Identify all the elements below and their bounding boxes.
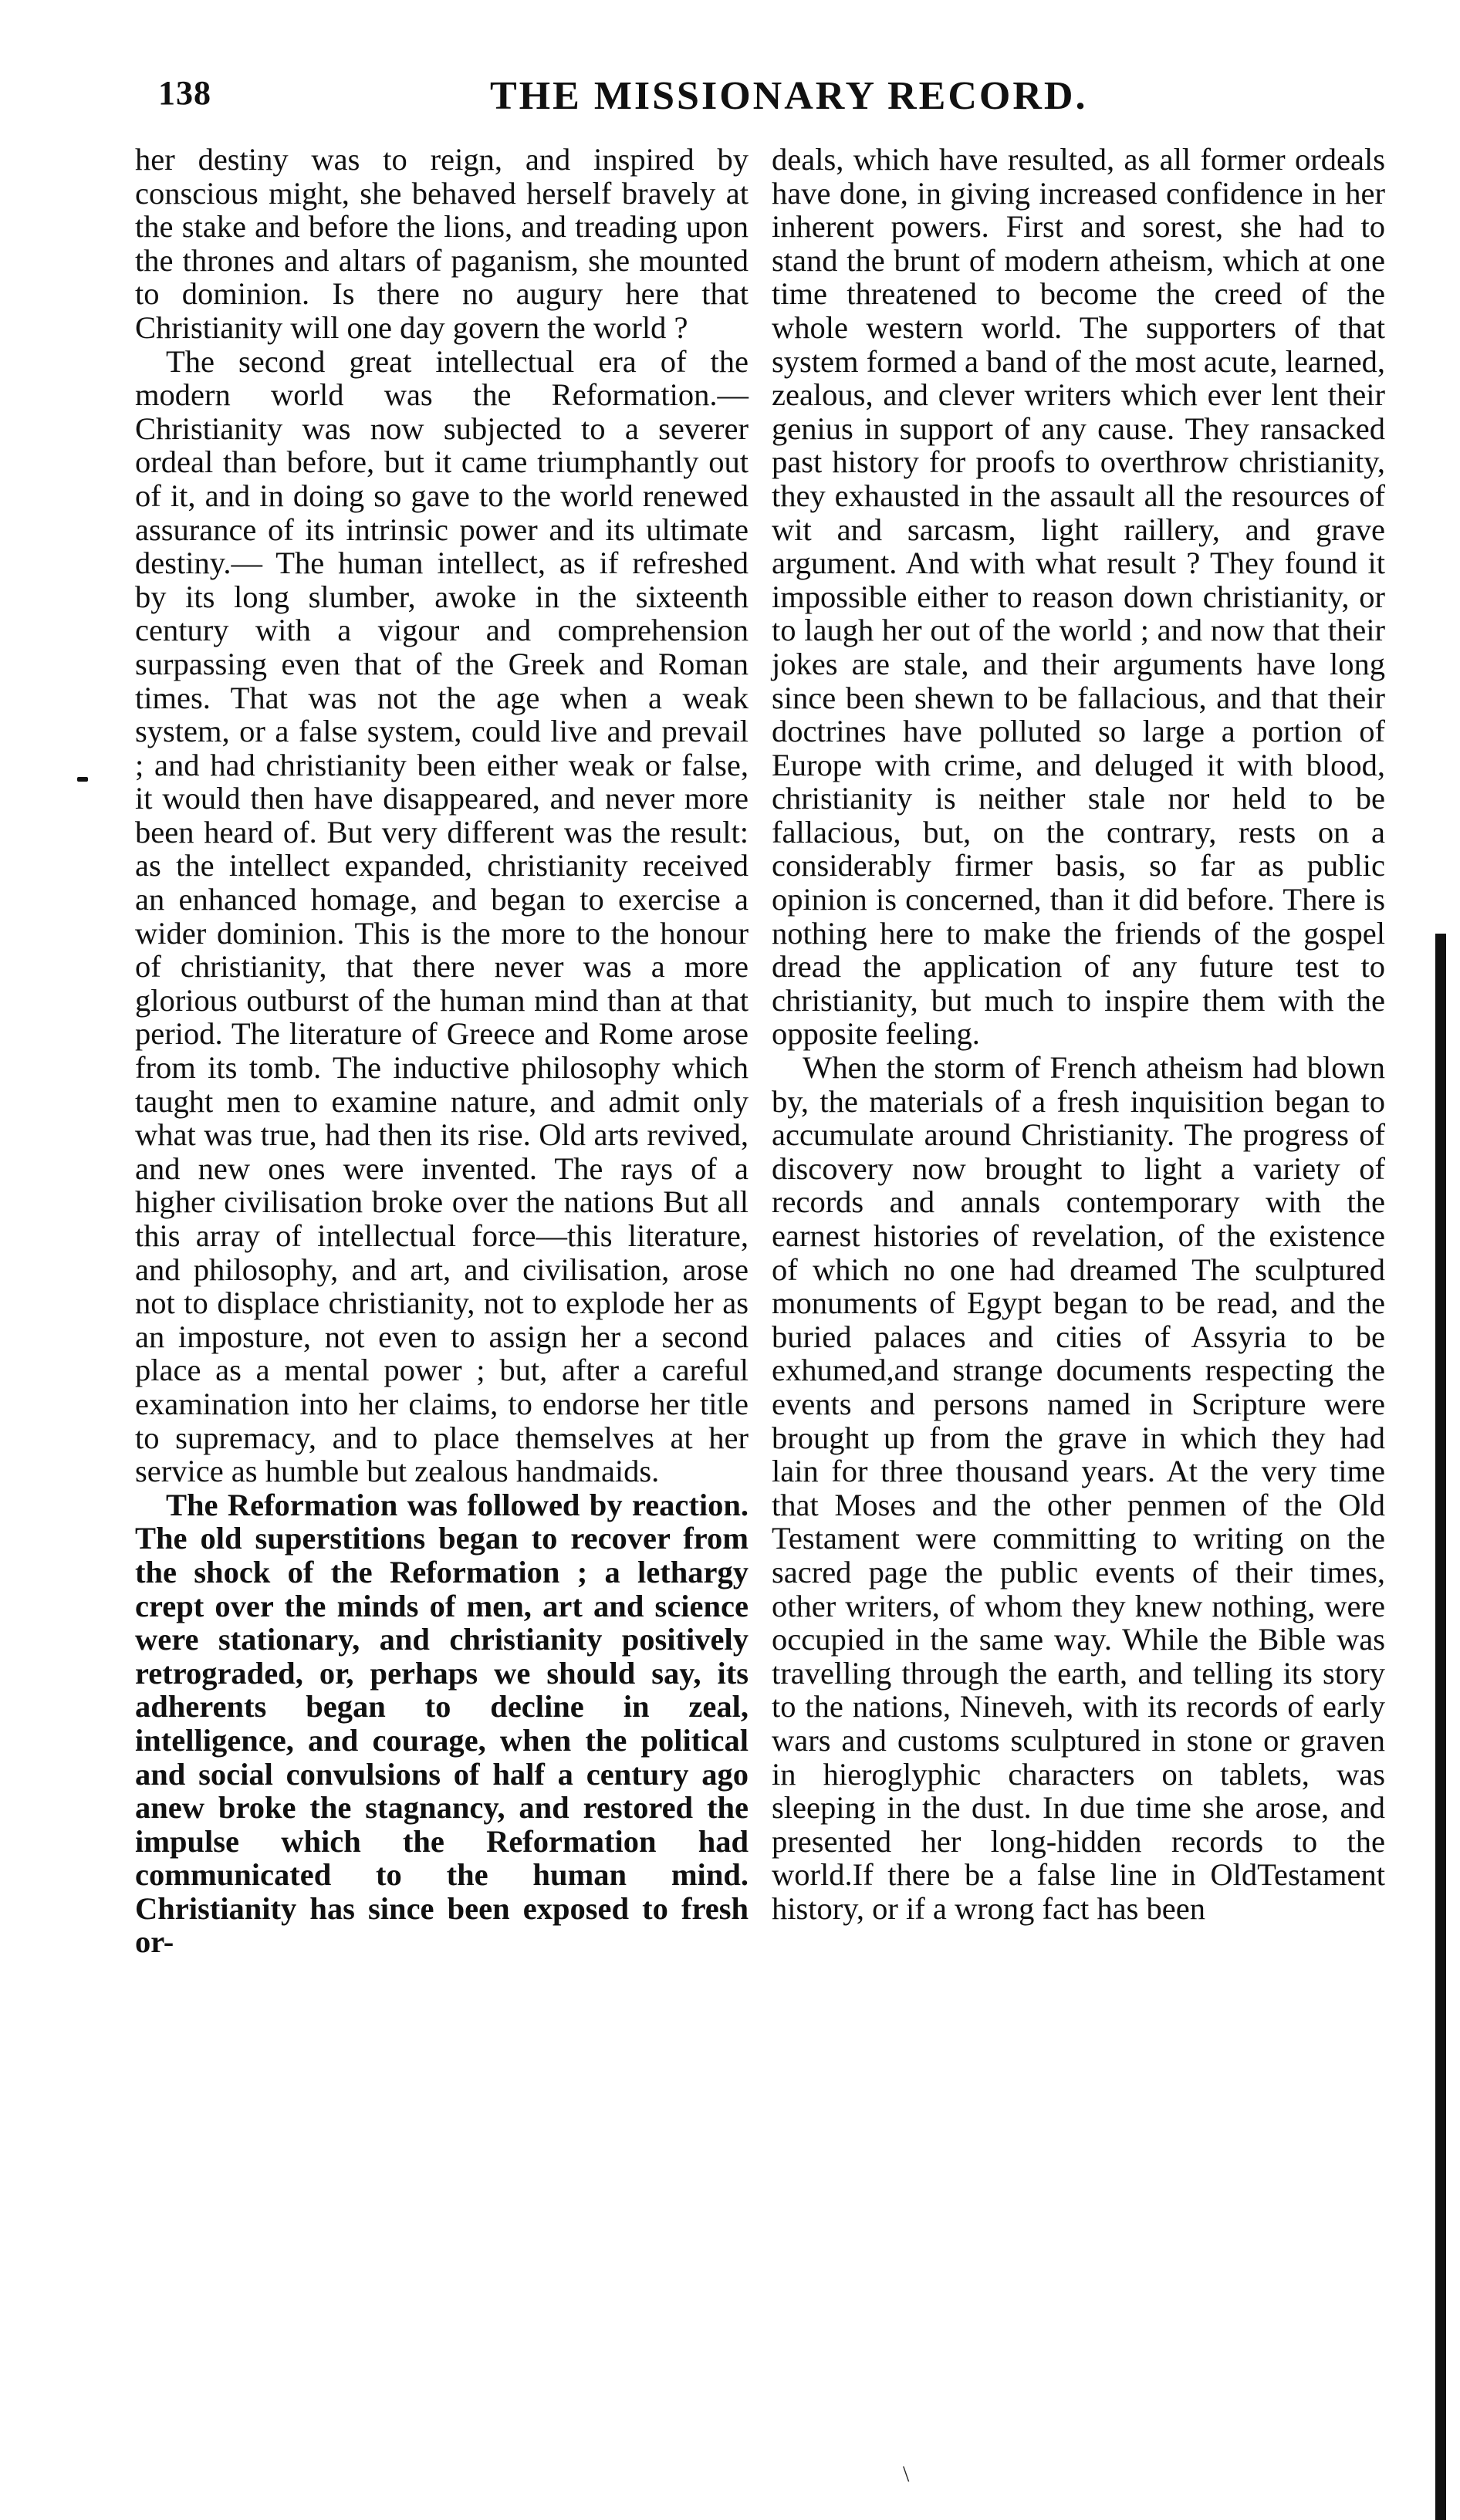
running-title: THE MISSIONARY RECORD.	[490, 74, 1088, 118]
left-paragraph-2: The second great intellectual era of the modern world was the Reformation.— Christianity was now subjected to a severer ordeal than before, but it came triumphantly out of it, and in doing so gave to the world renewed assurance of its intrinsic power and its ultimate destiny.— The human intellect, as if refreshed by its long slumber, awoke in the sixteenth century with a vigour and comprehension surpassing even that of the Greek and Roman times. That was not the age when a weak system, or a false system, could live and prevail ; and had christianity been either weak or false, it would then have disappeared, and never more been heard of. But very different was the result: as the intellect expanded, christianity received an enhanced homage, and began to exercise a wider dominion. This is the more to the honour of christianity, that there never was a more glorious outburst of the human mind than at that period. The literature of Greece and Rome arose from its tomb. The inductive philosophy which taught men to examine nature, and admit only what was true, had then its rise. Old arts revived, and new ones were invented. The rays of a higher civilisation broke over the nations But all this array of intellectual force—this literature, and philosophy, and art, and civilisation, arose not to displace christianity, not to explode her as an imposture, not even to assign her a second place as a mental power ; but, after a careful examination into her claims, to endorse her title to supremacy, and to place themselves at her service as humble but zealous handmaids.	[135, 343, 749, 1489]
margin-mark	[77, 777, 88, 782]
page-number: 138	[158, 74, 211, 112]
right-paragraph-1: deals, which have resulted, as all former ordeals have done, in giving increased confidence in her inherent powers. First and sorest, she had to stand the brunt of modern atheism, which at one time threatened to become the creed of the whole western world. The supporters of that system formed a band of the most acute, learned, zealous, and clever writers which ever lent their genius in support of any cause. They ransacked past history for proofs to overthrow christianity, they exhausted in the assault all the resources of wit and sarcasm, light raillery, and grave argument. And with what result ? They found it impossible either to reason down christianity, or to laugh her out of the world ; and now that their jokes are stale, and their arguments have long since been shewn to be fallacious, and that their doctrines have polluted so large a portion of Europe with crime, and deluged it with blood, christianity is neither stale nor held to be fallacious, but, on the contrary, rests on a considerably firmer basis, so far as public opinion is concerned, than it did before. There is nothing here to make the friends of the gospel dread the application of any future test to christianity, but much to inspire them with the opposite feeling.	[772, 142, 1385, 1052]
footer-mark: \	[903, 2461, 910, 2487]
right-paragraph-2: When the storm of French atheism had blown by, the materials of a fresh inquisition began to accumulate around Christianity. The progress of discovery now brought to light a variety of records and annals contemporary with the earnest histories of revelation, of the existence of which no one had dreamed The sculptured monuments of Egypt began to be read, and the buried palaces and cities of Assyria to be exhumed,and strange documents respecting the events and persons named in Scripture were brought up from the grave in which they had lain for three thousand years. At the very time that Moses and the other penmen of the Old Testament were committing to writing on the sacred page the public events of their times, other writers, of whom they knew nothing, were occupied in the same way. While the Bible was travelling through the earth, and telling its story to the nations, Nineveh, with its records of early wars and customs sculptured in stone or graven in hieroglyphic characters on tablets, was sleeping in the dust. In due time she arose, and presented her long-hidden records to the world.If there be a false line in OldTestament history, or if a wrong fact has been	[772, 1050, 1385, 1926]
page-header	[158, 73, 1408, 127]
right-column	[772, 143, 1385, 1925]
left-column	[135, 143, 749, 1959]
scan-edge-shadow	[1435, 934, 1446, 2520]
left-paragraph-3: The Reformation was followed by reaction. The old superstitions began to recover from the shock of the Reformation ; a lethargy crept over the minds of men, art and science were stationary, and christianity positively retrograded, or, perhaps we should say, its adherents began to decline in zeal, intelligence, and courage, when the political and social convulsions of half a century ago anew broke the stagnancy, and restored the impulse which the Reformation had communicated to the human mind. Christianity has since been exposed to fresh or-	[135, 1487, 749, 1960]
left-paragraph-1: her destiny was to reign, and inspired by conscious might, she behaved herself bravely at the stake and before the lions, and treading upon the thrones and altars of paganism, she mounted to dominion. Is there no augury here that Christianity will one day govern the world ?	[135, 142, 749, 345]
